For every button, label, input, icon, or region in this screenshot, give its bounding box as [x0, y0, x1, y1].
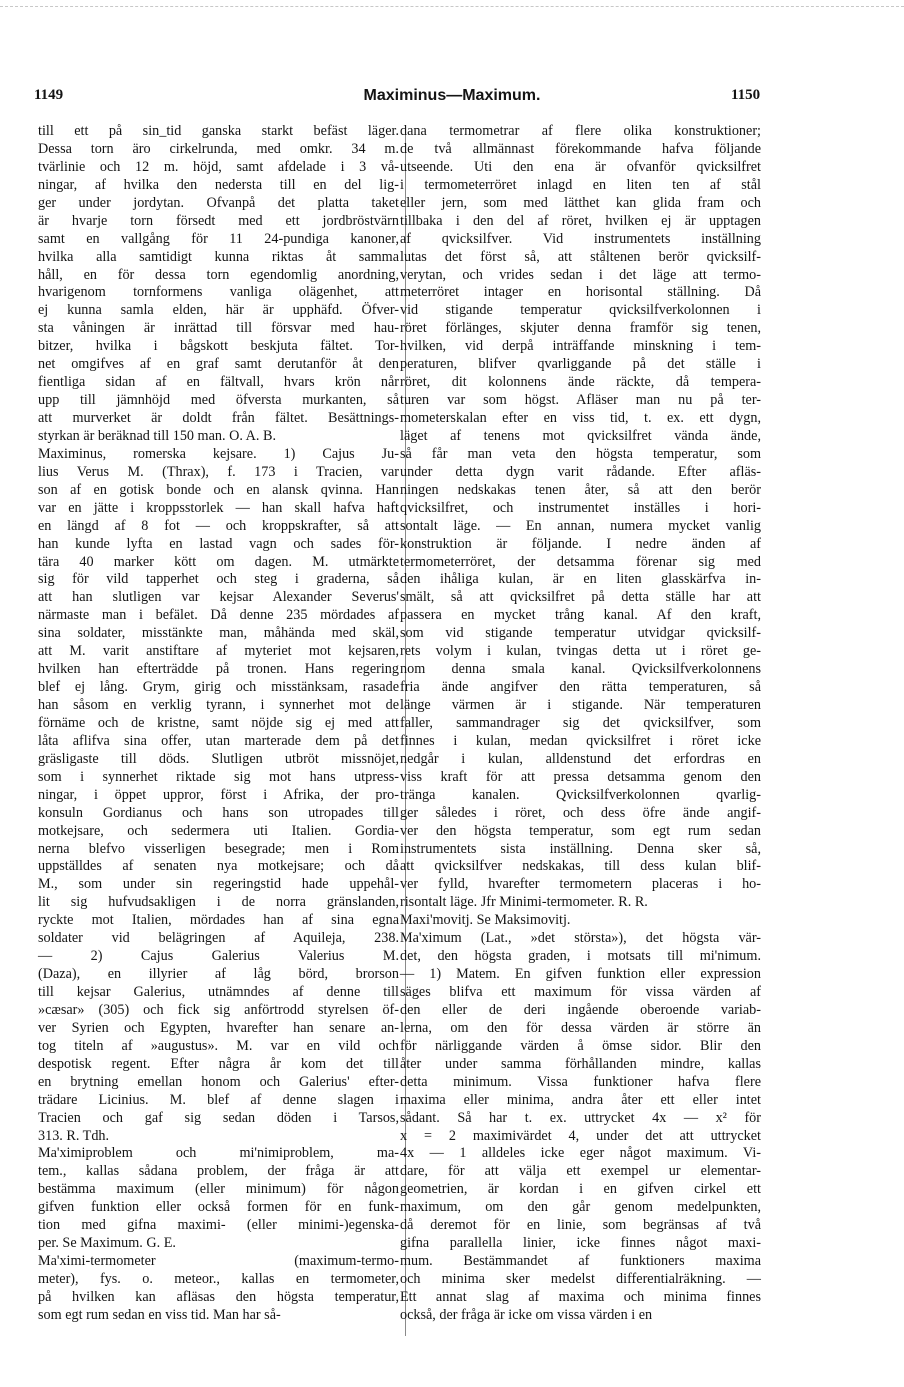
text-line: ger således i röret, och dess öfre ände angif-	[400, 804, 761, 821]
text-line: nerna blefvo visserligen besegrade; men i Rom	[38, 840, 399, 857]
text-line: tem., kallas sådana problem, der fråga är att	[38, 1163, 399, 1180]
text-line: låta aflifva sina offer, utan marterade dem på det	[38, 732, 399, 749]
text-line: den ihåliga kulan, är en liten glasskärfva in-	[400, 571, 761, 588]
text-line: Ma'ximiproblem och mi'nimiproblem, ma-	[38, 1145, 399, 1162]
right-column	[400, 123, 761, 1325]
text-line: en längd af 8 fot — och kroppskrafter, så att	[38, 517, 399, 534]
text-line: närmaste man i befälet. Då denne 235 mördades af	[38, 607, 399, 624]
text-line: de två allmännast förekommande hafva följande	[400, 140, 761, 157]
text-line: och minima sker medelst differentialräkning. —	[400, 1271, 761, 1287]
text-line: till ett på sin_tid ganska starkt befäst läger.	[38, 123, 399, 139]
text-line: 4x — 1 alldeles icke eger något maximum. Vi-	[400, 1145, 761, 1162]
text-line: att qvicksilfver nedskakas, till dess kulan blif-	[400, 858, 761, 875]
text-line: håll, en för dessa torn egendomlig anordning,	[38, 266, 399, 283]
text-line: han såsom en verklig tyrann, i synnerhet mot de	[38, 697, 399, 713]
text-line: upp till jämnhöjd med öfversta murkanten, så	[38, 392, 399, 409]
text-line: fientliga sidan af en fältvall, hvars krön når	[38, 374, 399, 391]
text-line: konstruktion är följande. I nedre änden af	[400, 535, 761, 552]
text-line: uppställdes af senaten nya motkejsare; och då	[38, 858, 399, 875]
text-line: lius Verus M. (Thrax), f. 173 i Tracien, var	[38, 463, 399, 480]
text-line: röret förlänges, skjuter denna framför sig tenen,	[400, 320, 761, 337]
text-line: dare, för att välja ett exempel ur elementar-	[400, 1163, 761, 1180]
text-line: bitzer, hvilka i bågskott beskjuta fältet. Tor-	[38, 338, 399, 355]
text-line: viss kraft för att pressa detsamma genom den	[400, 768, 761, 785]
text-line: qvicksilfret, och instrumentet inställes i hori-	[400, 499, 761, 516]
text-line: styrkan är beräknad till 150 man. O. A. B.	[38, 427, 276, 444]
text-line: Dessa torn äro cirkelrunda, med omkr. 34 m.	[38, 140, 399, 157]
text-line: mometerskalan efter en viss tid, t. ex. ett dygn,	[400, 410, 761, 426]
text-line: tog titeln af »augustus». M. var en vild och	[38, 1037, 399, 1054]
text-line: termometerröret, der detsamma förenar sig med	[400, 553, 761, 570]
text-line: passera en mycket trång kanal. Af den kraft,	[400, 607, 761, 624]
text-line: sontalt läge. — En annan, numera mycket vanlig	[400, 517, 761, 534]
text-line: bestämma maximum (eller minimum) för någon	[38, 1181, 399, 1198]
text-line: trädare Licinius. M. blef af denne slagen i	[38, 1091, 399, 1108]
text-line: af qvicksilfver. Vid instrumentets inställning	[400, 230, 761, 247]
text-line: den eller de deri ingående oberoende variab-	[400, 1001, 761, 1018]
text-line: M., som under sin regeringstid hade uppehål-	[38, 876, 399, 893]
text-line: per. Se Maximum. G. E.	[38, 1235, 176, 1252]
text-line: utseende. Uti den ena är ofvanför qvicksilfret	[400, 158, 761, 175]
text-line: ryckte mot Italien, mördades han af sina egna	[38, 912, 399, 929]
text-line: ver den högsta temperatur, som egt rum sedan	[400, 822, 761, 839]
text-line: då deremot för en linie, som begränsas af två	[400, 1217, 761, 1234]
text-line: det, den högsta graden, i motsats till mi'nimum.	[400, 948, 761, 965]
text-line: hvilken han efterträdde på tronen. Hans regering	[38, 661, 399, 678]
text-line: despotisk regent. Efter några år kom det till	[38, 1055, 399, 1072]
text-line: ver fylld, hvarefter termometern placeras i ho-	[400, 876, 761, 893]
text-line: säges blifva ett maximum för vissa värden af	[400, 984, 761, 1000]
text-line: gifna parallella linier, icke finnes något maxi-	[400, 1235, 761, 1252]
text-line: (Daza), en illyrier af låg börd, brorson	[38, 966, 399, 983]
page-number-left: 1149	[34, 87, 64, 103]
text-line: Tracien och gaf sig sedan döden i Tarsos,	[38, 1109, 399, 1126]
text-line: nedgår i kulan, alldenstund det erfordras en	[400, 750, 761, 767]
text-line: till kejsar Galerius, utnämndes af denne till	[38, 984, 399, 1000]
text-line: Maxi'movitj. Se Maksimovitj.	[400, 912, 571, 929]
text-line: geometrien, är kordan i en gifven cirkel ett	[400, 1181, 761, 1198]
text-line: meter), fys. o. meteor., kallas en termometer,	[38, 1271, 399, 1287]
text-line: smält, så att qvicksilfret på detta ställe har att	[400, 589, 761, 606]
text-line: peraturen, blifver qvarliggande på det ställe i	[400, 356, 761, 373]
text-line: Maximinus, romerska kejsare. 1) Cajus Ju-	[38, 445, 399, 462]
text-line: meterröret intager en horisontal ställning. Då	[400, 284, 761, 301]
text-line: eller jern, som med lätthet kan glida fram och	[400, 194, 761, 211]
text-line: är hvarje torn försedt med ett jordbröstvärn	[38, 212, 399, 229]
text-line: sig för vild tapperhet och steg i graderna, så	[38, 571, 399, 588]
text-line: fria ände angifver den rätta temperaturen, så	[400, 679, 761, 696]
text-line: förnäme och de kristne, samt nöjde sig ej med att	[38, 714, 399, 731]
text-line: turen var som högst. Afläser man nu på ter-	[400, 392, 761, 409]
text-line: »cæsar» (305) och fick sig anförtrodd styrelsen öf-	[38, 1001, 399, 1018]
text-line: Ma'ximi-termometer (maximum-termo-	[38, 1253, 399, 1270]
text-line: vid stigande temperatur qvicksilfverkolonnen i	[400, 302, 761, 319]
running-title: Maximinus—Maximum.	[363, 87, 541, 104]
left-column	[38, 123, 399, 1325]
text-line: Ett annat slag af maxima och minima finnes	[400, 1288, 761, 1305]
page-number-right: 1150	[731, 87, 761, 103]
text-line: han kunde lyfta en lastad vagn och sades för-	[38, 535, 399, 552]
text-line: att han slutligen var kejsar Alexander Severus'	[38, 589, 399, 606]
text-line: net omgifves af en graf samt derutanför åt den	[38, 356, 399, 373]
text-line: rets volym i kulan, tvingas detta ut i röret ge-	[400, 643, 761, 660]
text-line: som egt rum sedan en viss tid. Man har så-	[38, 1306, 281, 1323]
text-line: ningar, af hvilka den nedersta till en del lig-	[38, 176, 399, 193]
text-line: faller, sammandrager sig det qvicksilfver, som	[400, 714, 761, 731]
text-line: sta våningen är inrättad till försvar med hau-	[38, 320, 399, 337]
text-line: hvarigenom tornformens vanliga olägenhet, att	[38, 284, 399, 301]
text-line: konsuln Gordianus och hans son utropades till	[38, 804, 399, 821]
text-line: för närliggande värden å ömse sidor. Blir den	[400, 1037, 761, 1054]
text-line: röret, dit kolonnens ände räckte, då tempera-	[400, 374, 761, 391]
text-line: hvilken, vid derpå inträffande minskning i tem-	[400, 338, 761, 355]
text-line: detta minimum. Vissa funktioner hafva flere	[400, 1073, 761, 1090]
text-line: var en jätte i kroppsstorlek — han skall hafva haft	[38, 499, 399, 516]
text-line: tion med gifna maximi- (eller minimi-)egenska-	[38, 1217, 399, 1234]
text-line: på hvilken kan afläsas den högsta temperatur,	[38, 1288, 399, 1305]
text-line: mum. Bestämmandet af funktioners maxima	[400, 1253, 761, 1270]
scan-edge-line	[0, 6, 904, 7]
text-line: att M. varit anstiftare af myteriet mot kejsaren,	[38, 643, 399, 660]
text-line: risontalt läge. Jfr Minimi-termometer. R. R.	[400, 894, 648, 911]
text-line: ningen nedskakas tenen åter, så att den berör	[400, 481, 761, 498]
text-line: ver Syrien och Egypten, hvarefter han senare an-	[38, 1019, 399, 1036]
text-line: tära 40 marker kött om dagen. M. utmärkte	[38, 553, 399, 570]
text-line: Ma'ximum (Lat., »det största»), det högsta vär-	[400, 930, 761, 947]
text-line: maxima eller minima, andra åter ett eller intet	[400, 1091, 761, 1108]
text-line: ej kunna samla elden, här är upphäfd. Öfver-	[38, 302, 399, 319]
text-line: länge värmen är i stigande. När temperaturen	[400, 697, 761, 713]
text-line: tränga kanalen. Qvicksilfverkolonnen qvarlig-	[400, 786, 761, 803]
text-line: läget af tenens mot qvicksilfret vända ände,	[400, 427, 761, 444]
text-line: så får man veta den högsta temperatur, som	[400, 445, 761, 462]
text-line: blef ej lång. Grym, girig och misstänksam, rasade	[38, 679, 399, 696]
text-line: son af en gotisk bonde och en alansk qvinna. Han	[38, 481, 399, 498]
text-line: en brytning emellan honom och Galerius' efter-	[38, 1073, 399, 1090]
text-line: tillbaka i den del af röret, hvilken ej är upptagen	[400, 212, 761, 229]
text-line: ningar, i öppet uppror, först i Afrika, der pro-	[38, 786, 399, 803]
text-line: i termometerröret inlagd en liten ten af stål	[400, 176, 761, 193]
text-line: 313. R. Tdh.	[38, 1127, 110, 1144]
text-line: soldater vid belägringen af Aquileja, 238.	[38, 930, 399, 947]
text-line: lit sig hufvudsakligen i de norra gränslanden,	[38, 894, 399, 911]
text-line: som i synnerhet riktade sig mot hans utpress-	[38, 768, 399, 785]
text-line: dana termometrar af flere olika konstruktioner;	[400, 123, 761, 139]
text-line: instrumentets sista inställning. Denna sker så,	[400, 840, 761, 857]
text-line: också, der fråga är icke om vissa värden i en	[400, 1306, 653, 1323]
text-line: sådant. Så har t. ex. uttrycket 4x — x² för	[400, 1109, 761, 1126]
text-line: nom denna smala kanal. Qvicksilfverkolonnens	[400, 661, 761, 678]
text-line: gifven funktion eller också formen för en funk-	[38, 1199, 399, 1216]
text-line: hvilka alla samtidigt kunna riktas åt samma	[38, 248, 399, 265]
text-line: finnes i kulan, medan qvicksilfret i röret icke	[400, 732, 761, 749]
text-line: verytan, och vrides sedan i det läge att termo-	[400, 266, 761, 283]
text-line: under detta dygn varit rådande. Efter afläs-	[400, 463, 761, 480]
text-line: motkejsare, och sedermera uti Italien. Gordia-	[38, 822, 399, 839]
text-line: lerna, om den för dessa värden är större än	[400, 1019, 761, 1036]
text-line: maximum, om den går genom medelpunkten,	[400, 1199, 761, 1216]
text-line: — 1) Matem. En gifven funktion eller expression	[400, 966, 761, 983]
text-line: samt en vallgång för 11 24-pundiga kanoner,	[38, 230, 399, 247]
text-line: gräsligaste till döds. Slutligen utbröt missnöjet,	[38, 750, 399, 767]
text-line: som vid stigande temperatur utvidgar qvicksilf-	[400, 625, 761, 642]
text-line: — 2) Cajus Galerius Valerius M.	[38, 948, 399, 965]
text-line: att murverket är doldt från fältet. Besättnings-	[38, 410, 399, 426]
text-line: ger under jordytan. Ofvanpå det platta taket	[38, 194, 399, 211]
text-line: sina soldater, misstänkte man, måhända med skäl,	[38, 625, 399, 642]
text-line: tvärlinie och 12 m. höjd, samt afdelade i 3 vå-	[38, 158, 399, 175]
text-line: lutas det först så, att ståltenen berör qvicksilf-	[400, 248, 761, 265]
text-line: åter under samma förhållanden mindre, kallas	[400, 1055, 761, 1072]
text-line: x = 2 maximivärdet 4, under det att uttrycket	[400, 1127, 761, 1144]
